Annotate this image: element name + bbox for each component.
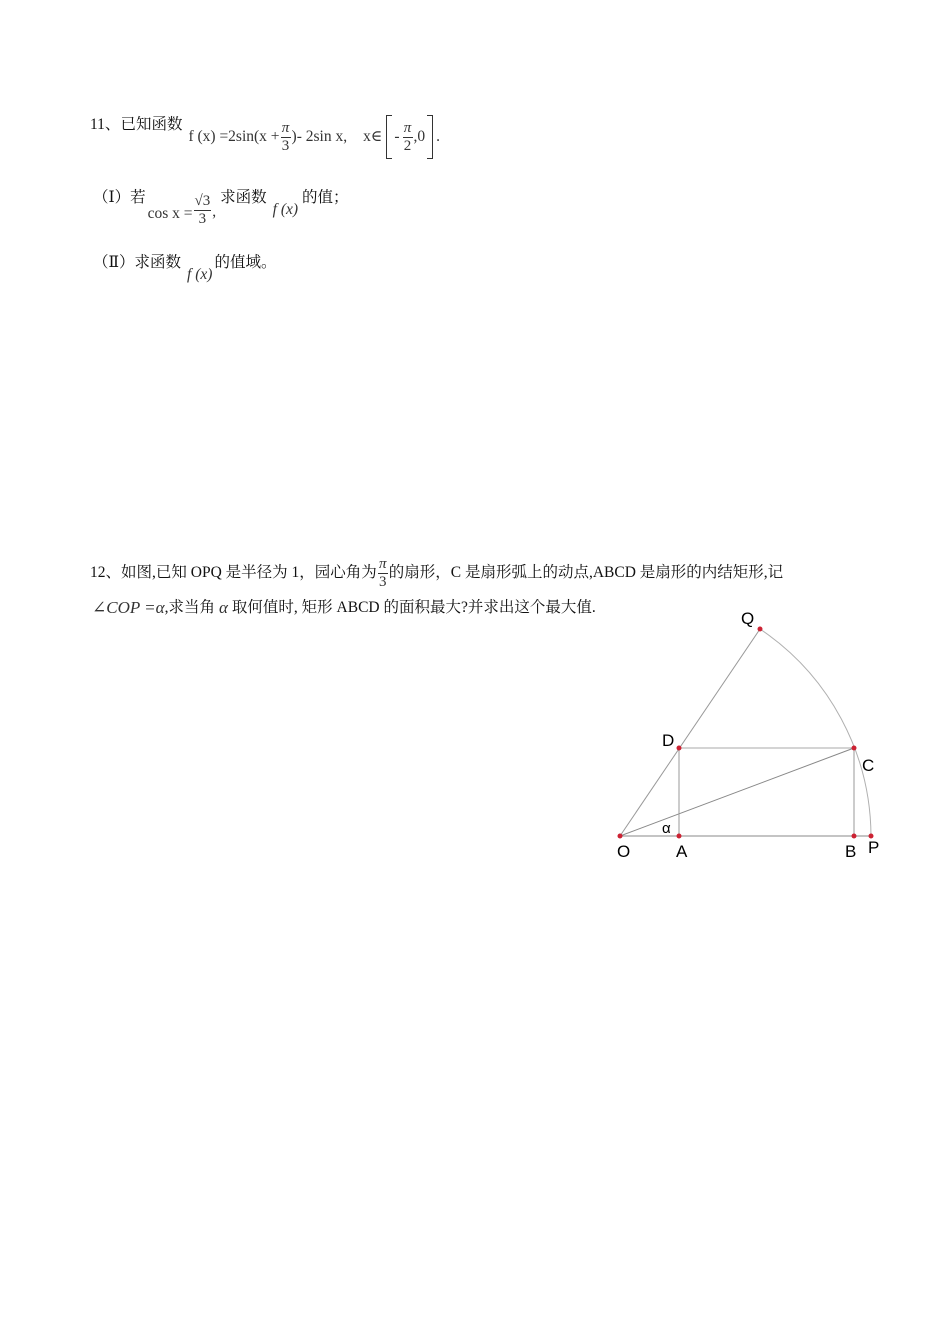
fraction-numerator: √3 [194, 192, 211, 209]
cos-lhs: cos x = [147, 205, 193, 222]
label-O: O [617, 842, 631, 861]
part1-tail: 的值； [302, 189, 349, 206]
label-B: B [845, 842, 857, 861]
angle-expression: ∠COP =α [92, 598, 165, 617]
problem12-text-a: 12、如图,已知 OPQ 是半径为 1，园心角为 [90, 564, 377, 581]
fraction-numerator: π [403, 119, 412, 136]
label-P: P [868, 838, 880, 857]
fraction-denominator: 3 [281, 137, 290, 154]
problem12-text-c: ,求当角 [164, 599, 215, 616]
function-rest: )- 2sin x, [291, 128, 348, 145]
point-O [618, 834, 623, 839]
part1-label: （Ⅰ）若 [93, 189, 146, 206]
fraction-denominator: 3 [379, 573, 387, 590]
label-A: A [676, 842, 688, 861]
point-Q [758, 627, 763, 632]
point-C [852, 746, 857, 751]
function-lhs: f (x) =2sin(x + [188, 128, 280, 145]
problem12-text-b: 的扇形，C 是扇形弧上的动点,ABCD 是扇形的内结矩形,记 [388, 564, 784, 581]
fraction-denominator: 3 [198, 210, 207, 227]
domain-var: x∈ [363, 128, 383, 145]
fx-expression: f (x) [187, 266, 213, 283]
point-D [677, 746, 682, 751]
label-Q: Q [741, 609, 755, 628]
part1-text: 求函数 [220, 189, 267, 206]
part2-label: （Ⅱ）求函数 [93, 254, 182, 271]
fraction-denominator: 2 [403, 137, 412, 154]
label-D: D [662, 731, 675, 750]
part2-tail: 的值域。 [214, 254, 277, 271]
segment-OC [620, 748, 854, 836]
period: . [436, 128, 440, 145]
fraction-numerator: π [281, 119, 290, 136]
domain-end: ,0 [413, 128, 426, 145]
point-B [852, 834, 857, 839]
alpha-symbol: α [218, 598, 228, 617]
domain-minus: - [394, 128, 400, 145]
label-alpha: α [662, 820, 671, 837]
comma: , [212, 203, 217, 220]
fx-expression: f (x) [272, 201, 299, 218]
radius-OQ [620, 629, 760, 836]
problem11-number: 11、 [90, 116, 121, 133]
problem11-intro: 已知函数 [120, 116, 183, 133]
fraction-numerator: π [379, 555, 387, 572]
problem12-text-d: 取何值时, 矩形 ABCD 的面积最大?并求出这个最大值. [231, 599, 596, 616]
point-A [677, 834, 682, 839]
label-C: C [862, 756, 875, 775]
